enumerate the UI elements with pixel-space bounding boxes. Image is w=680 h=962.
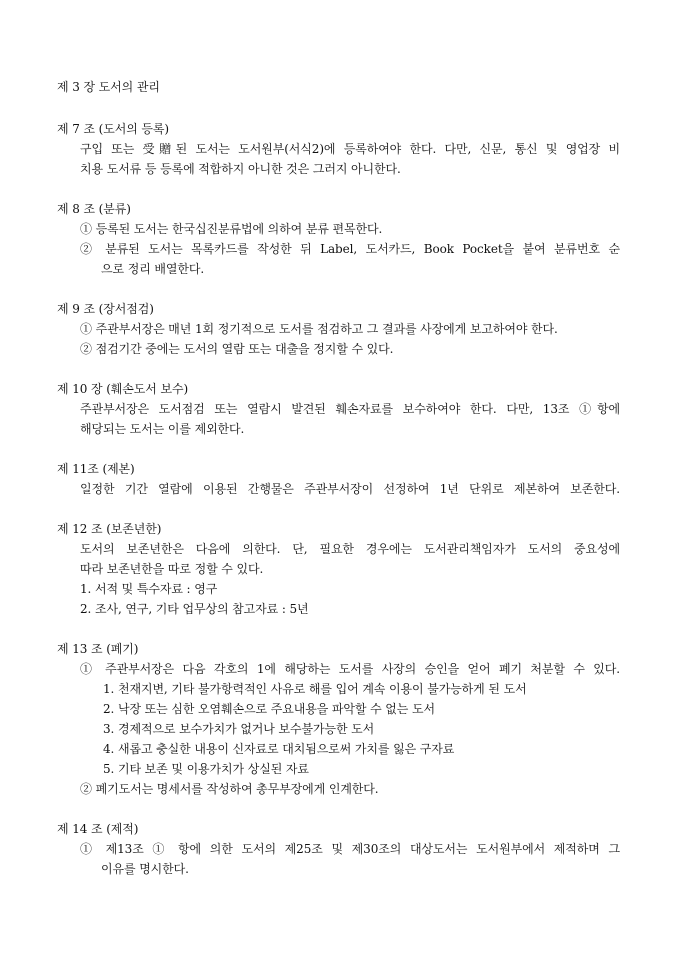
article-12-line-2: 따라 보존년한을 따로 정할 수 있다. [80, 562, 264, 576]
article-7-line-1: 구입 또는 受贈된 도서는 도서원부(서식2)에 등록하여야 한다. 다만, 신문, 통신 및 영업장 비 [80, 142, 620, 156]
article-13-item-2: ② 폐기도서는 명세서를 작성하여 총무부장에게 인계한다. [80, 782, 379, 796]
article-9-heading: 제 9 조 (장서점검) [57, 302, 154, 316]
article-13-sub-3: 3. 경제적으로 보수가치가 없거나 보수불가능한 도서 [103, 722, 375, 736]
article-7-heading: 제 7 조 (도서의 등록) [57, 122, 170, 136]
article-12-heading: 제 12 조 (보존년한) [57, 522, 162, 536]
article-7-line-2: 치용 도서류 등 등록에 적합하지 아니한 것은 그러지 아니한다. [80, 162, 401, 176]
article-14-heading: 제 14 조 (제적) [57, 822, 139, 836]
article-8-heading: 제 8 조 (분류) [57, 202, 131, 216]
article-14-item-1: ① 제13조 ① 항에 의한 도서의 제25조 및 제30조의 대상도서는 도서원부에서 제적하며 그 [80, 842, 620, 856]
article-12-item-2: 2. 조사, 연구, 기타 업무상의 참고자료 : 5년 [80, 602, 309, 616]
article-13-sub-1: 1. 천재지변, 기타 불가항력적인 사유로 해를 입어 계속 이용이 불가능하게 된 도서 [103, 682, 527, 696]
article-9-item-1: ① 주관부서장은 매년 1회 정기적으로 도서를 점검하고 그 결과를 사장에게 보고하여야 한다. [80, 322, 558, 336]
article-11-line-1: 일정한 기간 열람에 이용된 간행물은 주관부서장이 선정하여 1년 단위로 제본하여 보존한다. [80, 482, 620, 496]
article-11-heading: 제 11조 (제본) [57, 462, 135, 476]
article-10-line-2: 해당되는 도서는 이를 제외한다. [80, 422, 245, 436]
article-9-item-2: ② 점검기간 중에는 도서의 열람 또는 대출을 정지할 수 있다. [80, 342, 394, 356]
article-12-line-1: 도서의 보존년한은 다음에 의한다. 단, 필요한 경우에는 도서관리책임자가 도서의 중요성에 [80, 542, 620, 556]
article-13-sub-2: 2. 낙장 또는 심한 오염훼손으로 주요내용을 파악할 수 없는 도서 [103, 702, 435, 716]
article-10-line-1: 주관부서장은 도서점검 또는 열람시 발견된 훼손자료를 보수하여야 한다. 다만, 13조 ①항에 [80, 402, 620, 416]
article-13-sub-5: 5. 기타 보존 및 이용가치가 상실된 자료 [103, 762, 309, 776]
article-12-item-1: 1. 서적 및 특수자료 : 영구 [80, 582, 218, 596]
article-8-item-2: ② 분류된 도서는 목록카드를 작성한 뒤 Label, 도서카드, Book Pocket을 붙여 분류번호 순 [80, 242, 620, 256]
article-10-heading: 제 10 장 (훼손도서 보수) [57, 382, 189, 396]
article-8-item-1: ① 등록된 도서는 한국십진분류법에 의하여 분류 편목한다. [80, 222, 383, 236]
article-13-sub-4: 4. 새롭고 충실한 내용이 신자료로 대치됨으로써 가치를 잃은 구자료 [103, 742, 455, 756]
chapter-title: 제 3 장 도서의 관리 [57, 80, 160, 94]
article-13-item-1: ① 주관부서장은 다음 각호의 1에 해당하는 도서를 사장의 승인을 얻어 폐기 처분할 수 있다. [80, 662, 620, 676]
article-14-item-1-cont: 이유를 명시한다. [101, 862, 189, 876]
article-8-item-2-cont: 으로 정리 배열한다. [101, 262, 205, 276]
article-13-heading: 제 13 조 (폐기) [57, 642, 139, 656]
